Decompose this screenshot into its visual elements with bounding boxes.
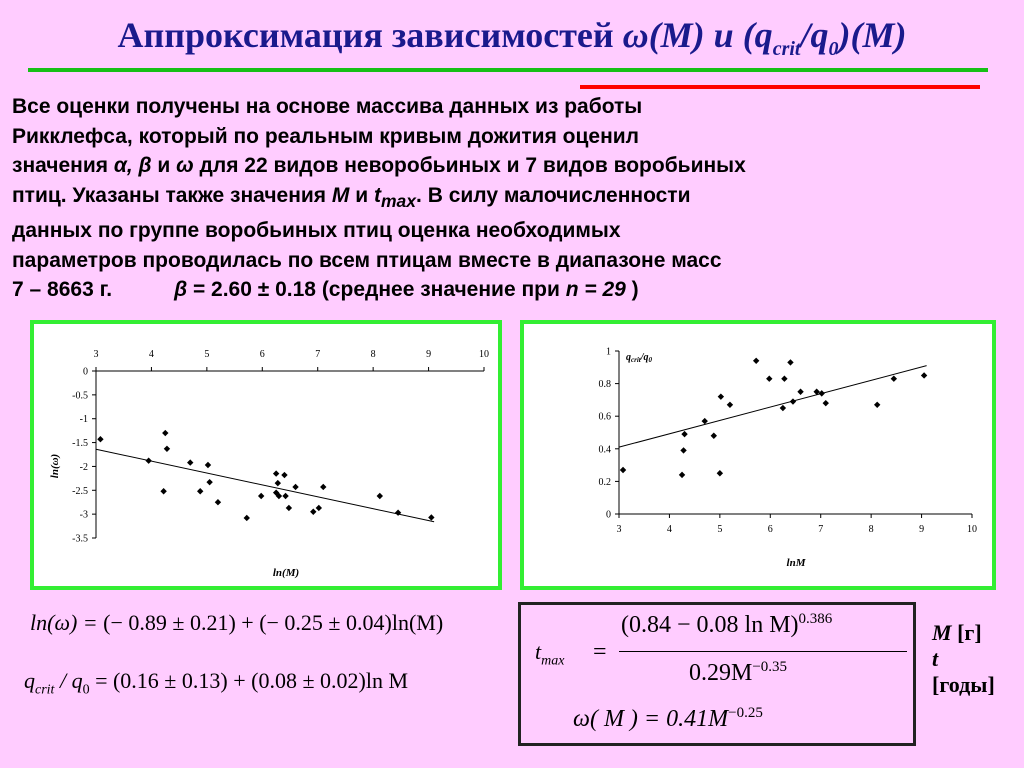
x-tick-label: 5 <box>204 349 210 360</box>
data-point <box>187 459 193 465</box>
chart-panel-ln-omega <box>30 320 502 590</box>
y-tick-label: -3 <box>79 509 88 521</box>
title-zero: 0 <box>828 38 839 61</box>
para-text: . В силу малочисленности <box>416 183 691 207</box>
para-line-7 <box>12 275 1012 305</box>
data-point <box>275 480 281 486</box>
para-line-4 <box>12 181 1012 217</box>
y-tick-label: -0.5 <box>72 390 88 402</box>
data-point <box>781 376 787 382</box>
x-axis-label: lnM <box>786 557 806 569</box>
data-point <box>790 398 796 404</box>
data-point <box>679 472 685 478</box>
data-point <box>780 405 786 411</box>
data-point <box>273 470 279 476</box>
y-tick-label: 0 <box>606 509 611 521</box>
y-tick-label: 1 <box>606 346 611 358</box>
x-tick-label: 3 <box>616 524 622 535</box>
y-tick-label: 0.6 <box>598 411 611 423</box>
y-axis-label: ln(ω) <box>49 453 61 479</box>
title-omega: ω <box>622 15 649 55</box>
data-point <box>292 484 298 490</box>
y-tick-label: -2 <box>79 461 88 473</box>
data-point <box>160 488 166 494</box>
data-point <box>197 488 203 494</box>
title-underline-green <box>28 68 988 72</box>
data-point <box>215 499 221 505</box>
beta-symbol: β <box>174 278 188 302</box>
alpha-beta-symbols: α, β <box>113 154 152 177</box>
data-point <box>711 433 717 439</box>
tmax-subscript: max <box>381 190 417 211</box>
data-point <box>680 447 686 453</box>
data-point <box>320 484 326 490</box>
x-tick-label: 10 <box>479 349 489 360</box>
data-point <box>874 402 880 408</box>
title-part2: )(M) <box>838 15 907 55</box>
para-text: ) <box>625 278 639 302</box>
x-tick-label: 6 <box>259 349 265 360</box>
data-point <box>281 472 287 478</box>
regression-formulas <box>24 606 504 716</box>
data-point <box>702 418 708 424</box>
page-title <box>0 14 1024 61</box>
x-tick-label: 5 <box>717 524 723 535</box>
data-point <box>205 462 211 468</box>
data-point <box>921 372 927 378</box>
formula-qcrit: $q_{crit} / q_0 = (0.16 \pm 0.13) + (0.08 \pm 0.02)\ln$ M <box>24 668 409 698</box>
t-symbol: t <box>374 183 381 207</box>
y-tick-label: -3.5 <box>72 533 88 545</box>
data-point <box>681 431 687 437</box>
x-tick-label: 3 <box>93 349 99 360</box>
data-point <box>164 446 170 452</box>
data-point <box>145 458 151 464</box>
tmax-equals: = <box>593 639 607 665</box>
trendline <box>619 366 927 448</box>
title-slash: /q <box>800 15 829 55</box>
tmax-denominator: $0.29M^{-0.35}$ <box>689 659 788 686</box>
para-text: и <box>151 154 177 177</box>
data-point <box>787 359 793 365</box>
data-point <box>97 436 103 442</box>
para-text: птиц. Указаны также значения <box>12 183 332 207</box>
x-tick-label: 4 <box>148 349 154 360</box>
chart-ln-omega <box>34 324 498 586</box>
data-point <box>316 505 322 511</box>
y-tick-label: -1 <box>79 414 88 426</box>
tmax-label: $t_{max}$ <box>535 639 565 669</box>
data-point <box>310 509 316 515</box>
data-point <box>717 470 723 476</box>
unit-m: M [г] <box>932 620 982 645</box>
n-value: n = 29 <box>565 278 626 302</box>
beta-value: = 2.60 ± 0.18 (среднее значение при <box>187 278 566 302</box>
data-point <box>797 389 803 395</box>
fraction-bar <box>619 651 907 652</box>
x-tick-label: 8 <box>868 524 874 535</box>
para-line-2: Рикклефса, который по реальным кривым дожития оценил <box>12 124 640 148</box>
para-line-6: параметров проводилась по всем птицам вместе в диапазоне масс <box>12 248 722 272</box>
chart-title: $q_{crit}/q_0$ <box>626 352 653 364</box>
data-point <box>823 400 829 406</box>
x-tick-label: 7 <box>818 524 824 535</box>
data-point <box>206 479 212 485</box>
para-text: для 22 видов неворобьиных и 7 видов воробьиных <box>193 154 746 177</box>
y-tick-label: 0 <box>83 366 88 378</box>
formula-ln-omega: ln(ω) = (− 0.89 ± 0.21) + (− 0.25 ± 0.04)ln(M) <box>30 610 444 635</box>
data-point <box>286 505 292 511</box>
y-tick-label: -2.5 <box>72 485 88 497</box>
y-tick-label: 0.4 <box>598 444 611 456</box>
data-point <box>753 358 759 364</box>
data-point <box>718 393 724 399</box>
tmax-numerator: (0.84 − 0.08 ln M)$^{0.386}$ <box>621 611 833 638</box>
y-tick-label: 0.2 <box>598 476 611 488</box>
para-line-5: данных по группе воробьиных птиц оценка необходимых <box>12 219 621 243</box>
para-text: значения <box>12 154 114 177</box>
title-part1: (M) и (q <box>648 15 773 55</box>
data-point <box>428 514 434 520</box>
data-point <box>891 376 897 382</box>
data-point <box>620 467 626 473</box>
data-point <box>282 493 288 499</box>
x-tick-label: 4 <box>666 524 672 535</box>
units-legend <box>932 620 995 698</box>
data-point <box>727 402 733 408</box>
chart-panel-qcrit <box>520 320 996 590</box>
mass-range: 7 – 8663 г. <box>12 278 113 302</box>
x-tick-label: 9 <box>919 524 925 535</box>
data-point <box>162 430 168 436</box>
data-point <box>819 390 825 396</box>
chart-qcrit <box>524 324 992 586</box>
title-text: Аппроксимация зависимостей <box>117 15 623 55</box>
data-point <box>377 493 383 499</box>
para-text: и <box>349 183 374 207</box>
title-crit: crit <box>772 38 801 61</box>
x-axis-label: ln(M) <box>272 567 300 579</box>
title-underline-red <box>580 85 980 89</box>
omega-symbol: ω <box>176 154 194 177</box>
data-point <box>766 376 772 382</box>
tmax-omega-formula-box <box>518 602 916 746</box>
omega-formula: ω( M ) = $0.41M^{-0.25}$ <box>573 705 763 732</box>
unit-t-years: [годы] <box>932 672 995 697</box>
y-tick-label: 0.8 <box>598 379 611 391</box>
x-tick-label: 10 <box>967 524 977 535</box>
data-point <box>244 515 250 521</box>
y-tick-label: -1.5 <box>72 438 88 450</box>
x-tick-label: 9 <box>426 349 432 360</box>
x-tick-label: 7 <box>315 349 321 360</box>
data-point <box>258 493 264 499</box>
x-tick-label: 8 <box>370 349 376 360</box>
para-line-3 <box>12 151 1012 181</box>
para-line-1: Все оценки получены на основе массива данных из работы <box>12 95 643 118</box>
m-symbol: M <box>331 183 350 207</box>
x-tick-label: 6 <box>767 524 773 535</box>
description-paragraph <box>12 92 1012 305</box>
unit-t: t <box>932 646 939 671</box>
